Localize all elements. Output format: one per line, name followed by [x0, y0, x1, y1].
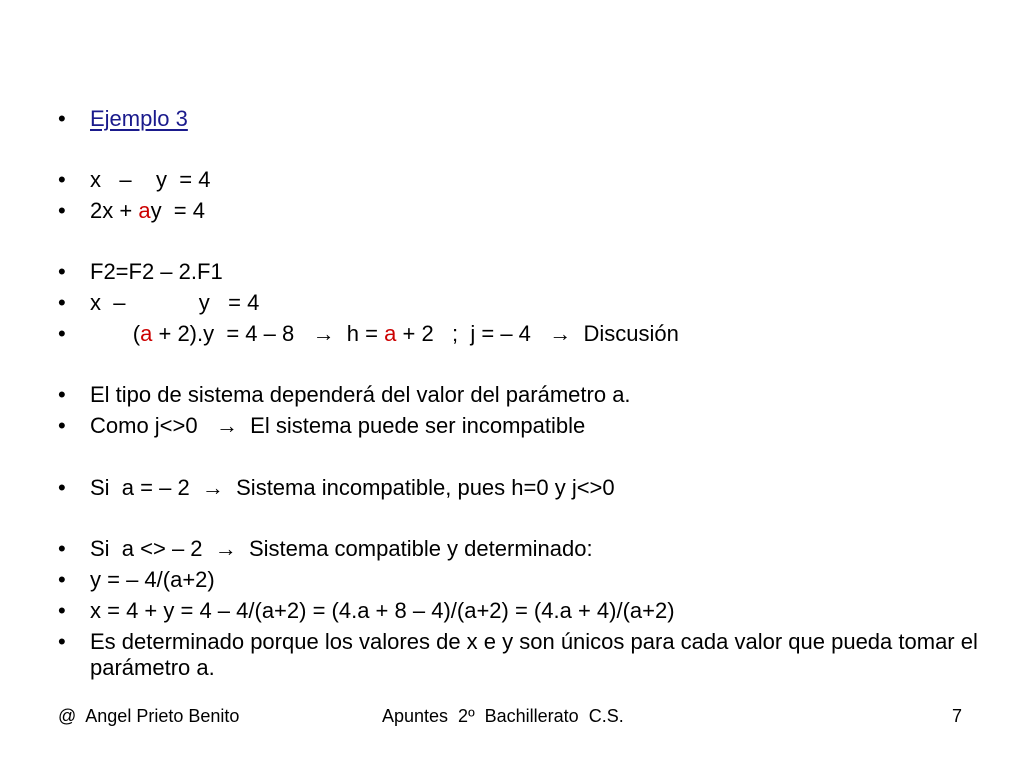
case-compatible-part-b: Sistema compatible y determinado:: [236, 536, 593, 561]
equation-4-part-a: (: [90, 321, 141, 346]
bullet-icon: •: [58, 106, 66, 131]
case-compatible-part-a: Si a <> – 2: [90, 536, 215, 561]
equation-4-part-b: + 2).y = 4 – 8: [152, 321, 313, 346]
bullet-icon: •: [58, 413, 66, 438]
y-solution-text: y = – 4/(a+2): [90, 567, 215, 592]
row-operation-text: F2=F2 – 2.F1: [90, 259, 223, 284]
system-type-text: El tipo de sistema dependerá del valor del parámetro a.: [90, 382, 631, 407]
arrow-right-icon: →: [201, 475, 224, 500]
case-incompatible-text: [90, 475, 615, 501]
arrow-right-icon: →: [214, 536, 237, 561]
como-text: [90, 413, 585, 439]
como-part-a: Como j<>0: [90, 413, 216, 438]
bullet-icon: •: [58, 198, 66, 223]
parameter-a: a: [384, 321, 397, 346]
footer-page-number: 7: [952, 706, 963, 726]
arrow-right-icon: →: [215, 413, 238, 438]
equation-2-part-a: 2x +: [90, 198, 139, 223]
determined-explanation-text: Es determinado porque los valores de x e y son únicos para cada valor que pueda tomar el parámetro a.: [90, 629, 978, 680]
equation-4-text: [90, 321, 679, 347]
equation-4-part-c: h =: [334, 321, 385, 346]
bullet-icon: •: [58, 567, 66, 592]
arrow-right-icon: →: [312, 321, 335, 346]
example-title[interactable]: Ejemplo 3: [90, 106, 188, 131]
bullet-icon: •: [58, 598, 66, 623]
equation-3-text: x – y = 4: [90, 290, 260, 315]
equation-4-part-d: + 2 ; j = – 4: [396, 321, 550, 346]
footer-author: @ Angel Prieto Benito: [58, 706, 240, 726]
parameter-a: a: [140, 321, 153, 346]
equation-4-part-e: Discusión: [571, 321, 679, 346]
arrow-right-icon: →: [549, 321, 572, 346]
case-incompatible-part-a: Si a = – 2: [90, 475, 202, 500]
equation-1-text: x – y = 4: [90, 167, 211, 192]
equation-2-text: [90, 198, 205, 224]
bullet-icon: •: [58, 259, 66, 284]
x-solution-text: x = 4 + y = 4 – 4/(a+2) = (4.a + 8 – 4)/(a+2) = (4.a + 4)/(a+2): [90, 598, 675, 623]
como-part-b: El sistema puede ser incompatible: [237, 413, 586, 438]
equation-2-part-b: y = 4: [150, 198, 205, 223]
parameter-a: a: [138, 198, 151, 223]
bullet-icon: •: [58, 629, 66, 654]
bullet-icon: •: [58, 382, 66, 407]
case-compatible-text: [90, 536, 593, 562]
footer-course: Apuntes 2º Bachillerato C.S.: [382, 706, 624, 726]
case-incompatible-part-b: Sistema incompatible, pues h=0 y j<>0: [223, 475, 615, 500]
bullet-icon: •: [58, 321, 66, 346]
bullet-icon: •: [58, 475, 66, 500]
bullet-icon: •: [58, 290, 66, 315]
bullet-icon: •: [58, 536, 66, 561]
bullet-icon: •: [58, 167, 66, 192]
